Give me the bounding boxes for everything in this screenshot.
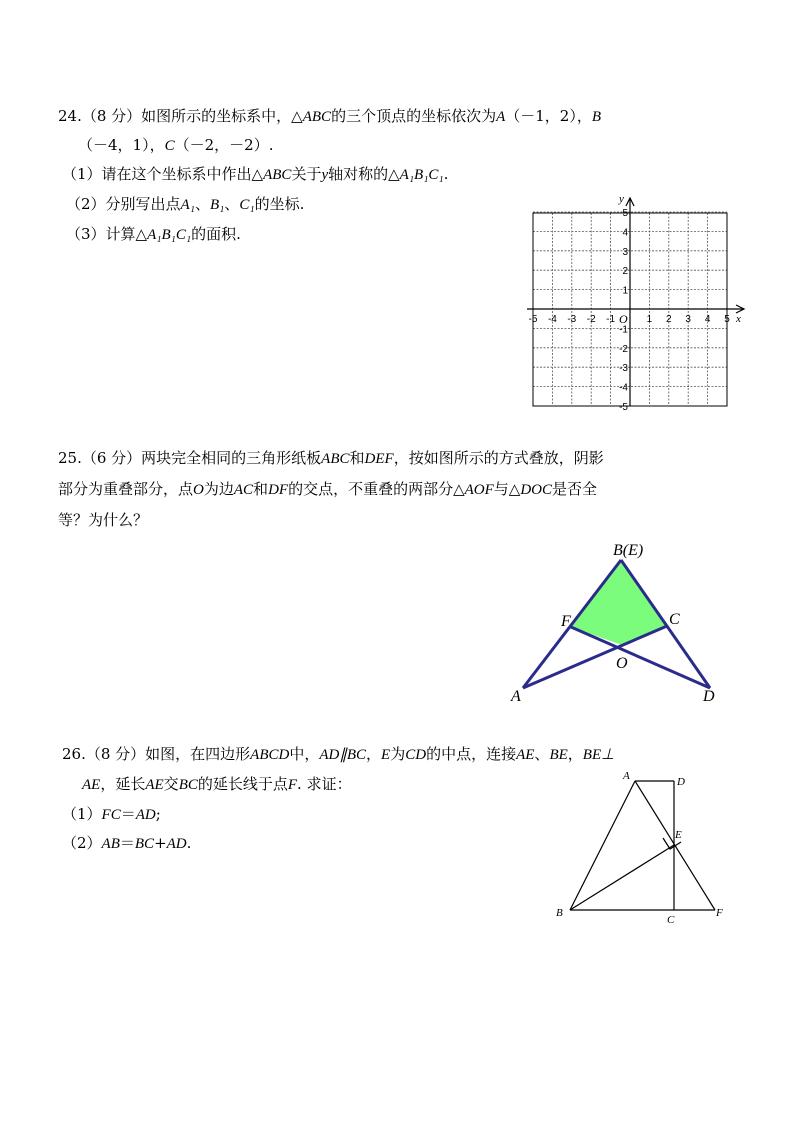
q24-text: . <box>443 165 449 183</box>
q25-line1 <box>58 448 604 469</box>
quadrilateral-edges <box>570 781 715 910</box>
q26-text: AD∥BC <box>319 747 367 763</box>
q26-line1 <box>62 744 614 765</box>
q26-text: ，延长 <box>100 775 146 793</box>
q24-text: 、 <box>224 195 240 213</box>
q26-text: FC <box>101 807 121 823</box>
q25-text: 等？为什么？ <box>58 511 149 529</box>
q26-text: 26.（8 分）如图，在四边形 <box>62 745 251 763</box>
label-c: C <box>667 914 675 926</box>
q25-text: AOF <box>464 482 494 498</box>
edge-ab <box>570 781 635 910</box>
q25-text: 和 <box>253 480 269 498</box>
q26-text: . <box>186 834 192 852</box>
q25-text: 是否全 <box>552 480 598 498</box>
y-tick-label: 2 <box>622 266 628 278</box>
coordinate-grid-figure <box>522 190 752 412</box>
q25-text: O <box>193 482 204 498</box>
q24-text: y <box>321 167 329 183</box>
y-tick-label: -4 <box>619 382 628 394</box>
y-tick-label: -3 <box>619 363 628 375</box>
q26-line2 <box>82 774 352 795</box>
q25-text: DF <box>268 482 289 498</box>
q24-item2 <box>66 194 304 215</box>
q24-text: （－1，2）， <box>505 107 592 125</box>
q26-text: ＝ <box>119 834 135 852</box>
q26-item2 <box>62 833 191 854</box>
q26-text: BE <box>549 747 568 763</box>
q26-text: 交 <box>163 775 179 793</box>
y-tick-label: 1 <box>622 285 628 297</box>
q24-text: 的坐标. <box>254 195 305 213</box>
q26-text: BC <box>134 836 155 852</box>
q26-text: CD <box>405 747 427 763</box>
label-a: A <box>623 770 630 782</box>
x-tick-label: -3 <box>567 314 577 325</box>
q24-item3 <box>66 224 241 245</box>
q25-text: 为边 <box>203 480 234 498</box>
q26-text: 中， <box>289 745 320 763</box>
y-tick-label: -5 <box>619 402 628 412</box>
q25-text: ，按如图所示的方式叠放，阴影 <box>393 449 604 467</box>
y-tick-label: 3 <box>622 246 628 258</box>
q24-text: C <box>164 138 175 154</box>
q25-text: 与△ <box>493 480 521 498</box>
q25-text: 和 <box>349 449 365 467</box>
q25-text: AC <box>233 482 254 498</box>
q26-text: AB <box>101 836 120 852</box>
q24-text: 关于 <box>291 165 322 183</box>
q26-text: F <box>287 777 298 793</box>
q26-text: ＝ <box>120 805 136 823</box>
q24-text: B₁ <box>209 197 225 213</box>
q26-text: 的中点，连接 <box>426 745 517 763</box>
triangles-figure <box>505 535 735 707</box>
q24-text: 的三个顶点的坐标依次为 <box>331 107 497 125</box>
q26-text: （2） <box>62 834 102 852</box>
y-tick-label: 5 <box>622 208 628 219</box>
x-tick-label: -4 <box>547 314 557 325</box>
x-tick-label: 1 <box>646 314 653 325</box>
q26-text: . 求证： <box>297 775 352 793</box>
quadrilateral-figure <box>548 764 733 929</box>
y-tick-labels <box>619 208 628 412</box>
q24-line1 <box>58 106 601 127</box>
x-axis-label: x <box>736 313 741 325</box>
q24-text: 轴对称的△ <box>328 165 400 183</box>
y-tick-label: -1 <box>619 324 628 336</box>
label-c: C <box>669 611 680 628</box>
q24-text: （－2，－2）. <box>174 136 274 154</box>
q26-text: AD <box>166 836 187 852</box>
q24-line2 <box>78 135 273 156</box>
q24-text: A₁B₁C₁ <box>147 227 192 243</box>
y-tick-label: 4 <box>622 227 628 239</box>
q24-text: C₁ <box>239 197 255 213</box>
q26-text: （1） <box>62 805 102 823</box>
x-tick-label: 2 <box>666 314 672 325</box>
q26-text: ; <box>155 805 161 823</box>
q26-text: 、 <box>534 745 550 763</box>
q26-text: ， <box>567 745 583 763</box>
q25-text: ABC <box>321 451 350 467</box>
q25-line3 <box>58 510 148 530</box>
q26-text: BC <box>178 777 198 793</box>
y-tick-label: -2 <box>619 343 628 355</box>
q26-text: AD <box>135 807 156 823</box>
label-d: D <box>703 688 715 705</box>
x-tick-label: -5 <box>528 314 538 325</box>
q24-text: 的面积. <box>191 225 241 243</box>
q26-text: 为 <box>390 745 406 763</box>
q26-text: BE⊥ <box>582 747 615 763</box>
q24-text: （1）请在这个坐标系中作出△ <box>62 165 264 183</box>
label-f: F <box>716 907 723 919</box>
q26-text: + <box>154 834 167 852</box>
q24-text: B <box>591 109 602 125</box>
origin-label: O <box>619 312 628 326</box>
q24-text: ABC <box>302 109 332 125</box>
q25-text: 的交点，不重叠的两部分△ <box>288 480 465 498</box>
q24-text: 24.（8 分）如图所示的坐标系中，△ <box>58 107 303 125</box>
q26-text: ， <box>366 745 382 763</box>
q24-text: A₁ <box>180 197 195 213</box>
q24-text: A <box>496 109 506 125</box>
q24-text: （－4，1）， <box>78 136 165 154</box>
x-tick-label: 5 <box>724 314 730 325</box>
x-tick-label: 4 <box>704 314 711 325</box>
label-e: E <box>675 829 682 841</box>
q26-item1 <box>62 804 161 825</box>
x-tick-labels <box>529 314 731 325</box>
q25-text: 部分为重叠部分，点 <box>58 480 194 498</box>
q24-text: （2）分别写出点 <box>66 195 181 213</box>
label-b-e: B(E) <box>613 542 644 559</box>
q25-line2 <box>58 479 597 500</box>
q26-text: AE <box>516 747 535 763</box>
edge-be <box>570 845 674 910</box>
x-tick-label: 3 <box>685 314 691 325</box>
q24-text: A₁B₁C₁ <box>399 167 444 183</box>
q26-text: ABCD <box>250 747 290 763</box>
q24-text: ABC <box>263 167 292 183</box>
q26-text: 的延长线于点 <box>197 775 288 793</box>
q25-text: DEF <box>364 451 394 467</box>
q25-text: 25.（6 分）两块完全相同的三角形纸板 <box>58 449 322 467</box>
label-f: F <box>561 613 571 630</box>
q26-text: AE <box>82 777 101 793</box>
x-tick-label: -2 <box>586 314 596 325</box>
label-b: B <box>556 907 563 919</box>
label-a: A <box>511 688 521 705</box>
y-axis-label: y <box>619 193 624 205</box>
q24-text: （3）计算△ <box>66 225 148 243</box>
label-d: D <box>677 776 685 788</box>
q25-text: DOC <box>520 482 552 498</box>
x-tick-label: -1 <box>606 314 616 325</box>
q26-text: E <box>381 747 391 763</box>
q24-item1 <box>62 164 448 185</box>
label-o: O <box>616 655 628 672</box>
q26-text: AE <box>145 777 164 793</box>
q24-text: 、 <box>194 195 210 213</box>
